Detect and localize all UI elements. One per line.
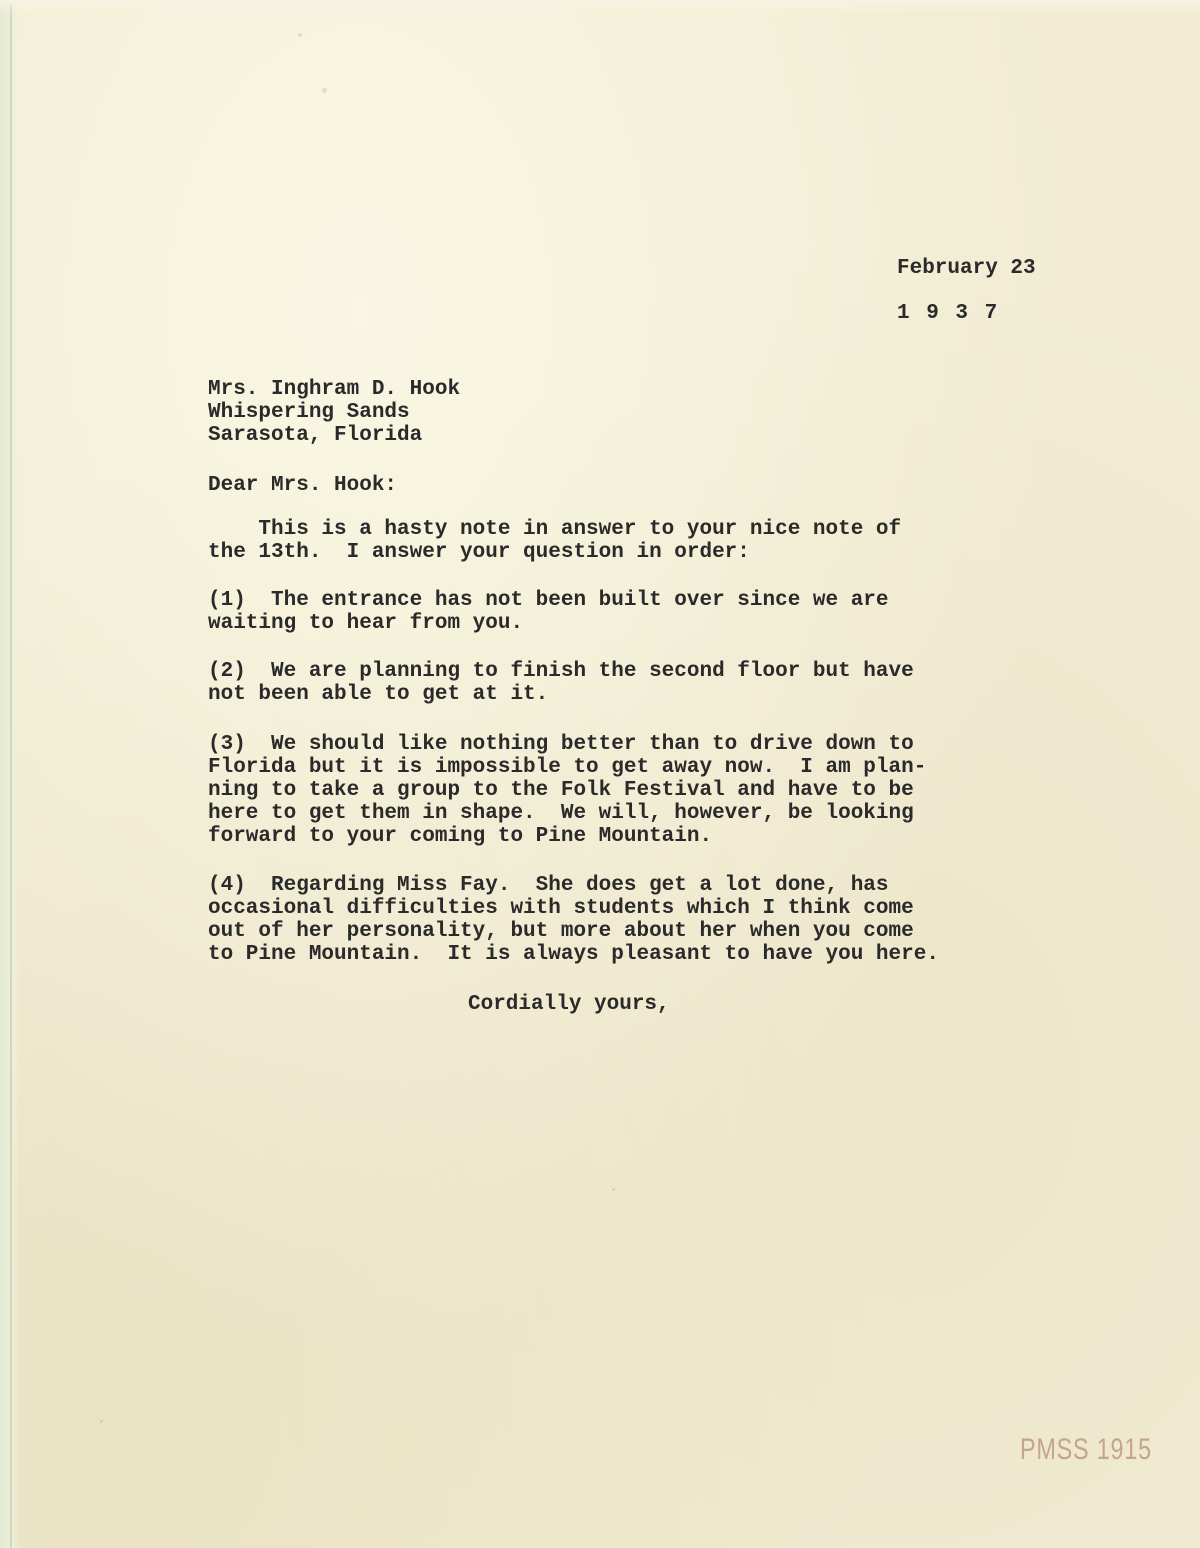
paper-top-edge xyxy=(0,0,1200,14)
paragraph-item-3: (3) We should like nothing better than to drive down to Florida but it is impossible to get away now. I am plan- ning to take a group to the Folk Festival and have to be here to get them in shape. We will, however, be looking forward to your coming to Pine Mountain. xyxy=(208,733,927,848)
archive-stamp: PMSS 1915 xyxy=(1020,1433,1152,1466)
paragraph-item-1: (1) The entrance has not been built over since we are waiting to hear from you. xyxy=(208,589,889,635)
closing: Cordially yours, xyxy=(468,993,670,1016)
paper-fold-line xyxy=(10,0,12,1548)
paragraph-item-4: (4) Regarding Miss Fay. She does get a lot done, has occasional difficulties with students which I think come out of her personality, but more about her when you come to Pine Mountain. It is always pleasant to have you here. xyxy=(208,874,939,966)
letter-date: February 23 xyxy=(897,257,1036,280)
recipient-address: Mrs. Inghram D. Hook Whispering Sands Sarasota, Florida xyxy=(208,378,461,447)
letter-year: 1 9 3 7 xyxy=(897,302,1000,325)
paper-speck xyxy=(322,88,327,93)
salutation: Dear Mrs. Hook: xyxy=(208,474,398,497)
paper-speck xyxy=(100,1420,103,1423)
paragraph-intro: This is a hasty note in answer to your nice note of the 13th. I answer your question in order: xyxy=(208,518,902,564)
paper-speck xyxy=(612,1188,615,1191)
paper-speck xyxy=(298,33,302,37)
paragraph-item-2: (2) We are planning to finish the second floor but have not been able to get at it. xyxy=(208,660,914,706)
